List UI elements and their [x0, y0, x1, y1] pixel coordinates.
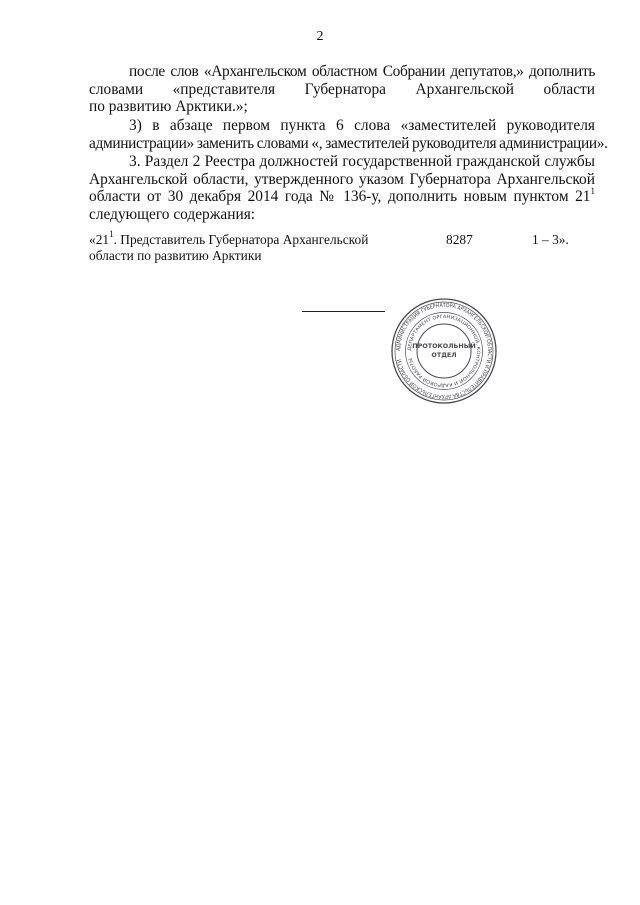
registry-entry-code: 8287 [446, 232, 473, 247]
paragraph-line: словами «представителя Губернатора Архангельской области [89, 80, 595, 98]
paragraph-line: 3) в абзаце первом пункта 6 слова «заместителей руководителя [129, 117, 595, 134]
page-number: 2 [316, 29, 324, 44]
paragraph-item-3 [89, 117, 608, 152]
superscript: 1 [590, 186, 595, 197]
paragraph-line: Архангельской области, утвержденного указом Губернатора Архангельской [89, 170, 595, 188]
line-text: области от 30 декабря 2014 года № 136-у, дополнить новым пунктом 21 [89, 188, 591, 206]
stamp-inner-ring-text: ДЕПАРТАМЕНТ ОРГАНИЗАЦИОННОЙ, КОНТРОЛЬНОЙ И КАДРОВОЙ РАБОТЫ [407, 314, 481, 388]
registry-entry-position-name [89, 229, 389, 264]
paragraph-section-3 [89, 153, 595, 223]
paragraph-line: администрации» заменить словами «, заместителей руководителя администрации». [89, 134, 608, 152]
stamp-center-line: ОТДЕЛ [431, 351, 457, 359]
registry-entry-name-line: области по развитию Арктики [89, 248, 262, 263]
paragraph-line: 3. Раздел 2 Реестра должностей государственной гражданской службы [129, 153, 595, 170]
paragraph-line: следующего содержания: [89, 205, 256, 223]
paragraph-line: по развитию Арктики.»; [89, 98, 248, 116]
paragraph-line: после слов «Архангельском областном Собрании депутатов,» дополнить [129, 63, 595, 80]
superscript: 1 [109, 229, 114, 239]
stamp-center-line: ПРОТОКОЛЬНЫЙ [412, 342, 476, 350]
official-stamp [389, 296, 499, 406]
registry-entry-name-line: . Представитель Губернатора Архангельской [113, 232, 369, 247]
paragraph-amendment-words [89, 63, 595, 116]
closing-divider [302, 311, 385, 312]
stamp-outer-ring-text: АДМИНИСТРАЦИЯ ГУБЕРНАТОРА АРХАНГЕЛЬСКОЙ ОБЛАСТИ И ПРАВИТЕЛЬСТВА АРХАНГЕЛЬСКОЙ ОБЛАСТИ [395, 302, 493, 400]
registry-entry-group: 1 – 3». [532, 232, 569, 247]
registry-entry-prefix: «21 [89, 232, 110, 247]
paragraph-line-with-superscript [89, 188, 595, 206]
